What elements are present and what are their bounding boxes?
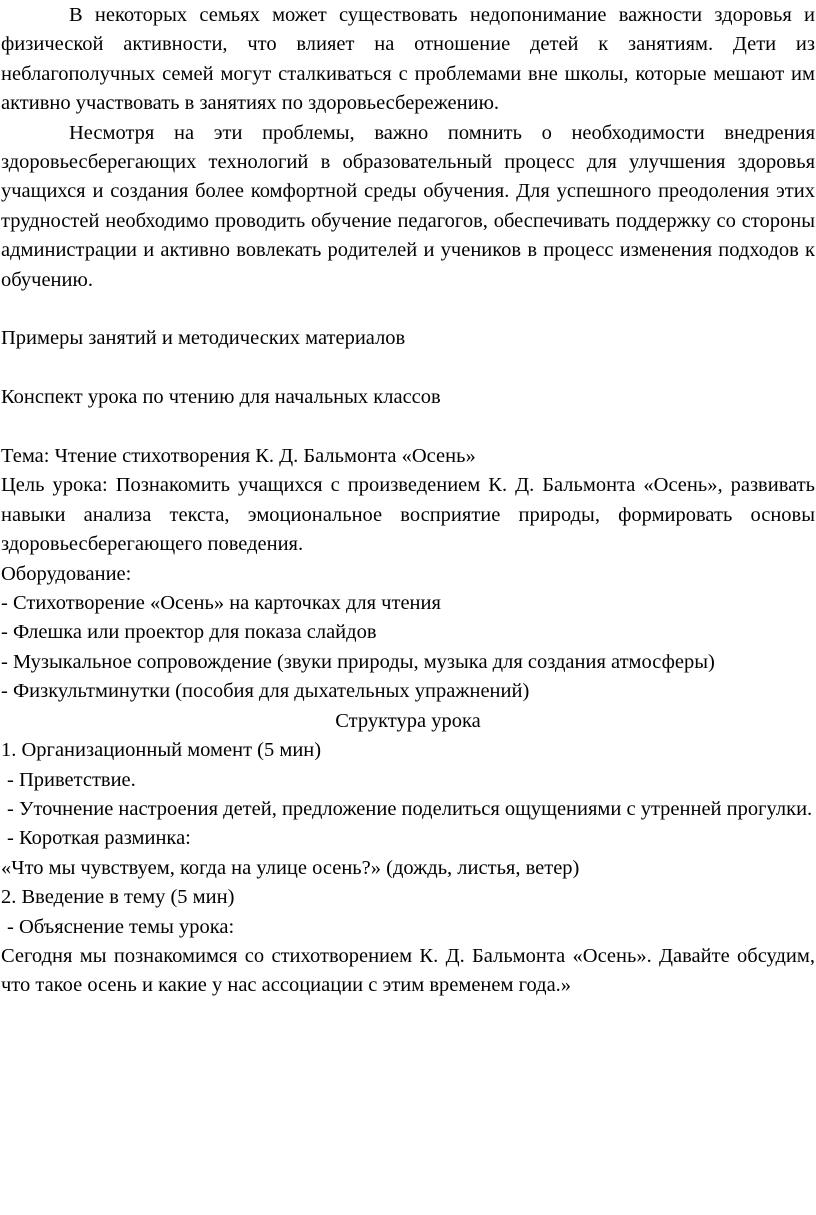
stage-1-item: - Приветствие. xyxy=(7,768,136,791)
stage-2-text: Сегодня мы познакомимся со стихотворением К. Д. Бальмонта «Осень». Давайте обсудим, что такое осень и какие у нас ассоциации с этим временем года.» xyxy=(1,944,815,997)
paragraph-technologies: Несмотря на эти проблемы, важно помнить о необходимости внедрения здоровьесберегающих технологий в образовательный процесс для улучшения здоровья учащихся и создания более комфортной среды обучения. Для успешного преодоления этих трудностей необходимо проводить обучение педагогов, обеспечивать поддержку со стороны администрации и активно вовлекать родителей и учеников в процесс изменения подходов к обучению. xyxy=(1,121,815,291)
lesson-goal: Цель урока: Познакомить учащихся с произведением К. Д. Бальмонта «Осень», развивать навыки анализа текста, эмоциональное восприятие природы, формировать основы здоровьесберегающего поведения. xyxy=(1,474,815,556)
stage-1-item: - Короткая разминка: xyxy=(7,827,191,850)
equipment-item: - Стихотворение «Осень» на карточках для чтения xyxy=(1,592,441,615)
equipment-label: Оборудование: xyxy=(1,562,132,585)
heading-examples: Примеры занятий и методических материалов xyxy=(1,327,406,350)
blank-line xyxy=(1,354,815,383)
structure-title: Структура урока xyxy=(335,709,481,732)
blank-line xyxy=(1,295,815,324)
stage-1-item: - Уточнение настроения детей, предложение поделиться ощущениями с утренней прогулки. xyxy=(7,797,813,820)
paragraph-families: В некоторых семьях может существовать недопонимание важности здоровья и физической активности, что влияет на отношение детей к занятиям. Дети из неблагополучных семей могут сталкиваться с проблемами вне школы, которые мешают им активно участвовать в занятиях по здоровьесбережению. xyxy=(1,4,815,115)
blank-line xyxy=(1,413,815,442)
stage-2-item: - Объяснение темы урока: xyxy=(7,915,235,938)
lesson-topic: Тема: Чтение стихотворения К. Д. Бальмонта «Осень» xyxy=(1,445,476,468)
stage-2-title: 2. Введение в тему (5 мин) xyxy=(1,886,235,909)
equipment-item: - Музыкальное сопровождение (звуки природы, музыка для создания атмосферы) xyxy=(1,650,715,673)
equipment-item: - Физкультминутки (пособия для дыхательных упражнений) xyxy=(1,680,530,703)
stage-1-question: «Что мы чувствуем, когда на улице осень?» (дождь, листья, ветер) xyxy=(1,856,580,879)
stage-1-title: 1. Организационный момент (5 мин) xyxy=(1,739,322,762)
equipment-item: - Флешка или проектор для показа слайдов xyxy=(1,621,377,644)
heading-lesson-summary: Конспект урока по чтению для начальных классов xyxy=(1,386,441,409)
